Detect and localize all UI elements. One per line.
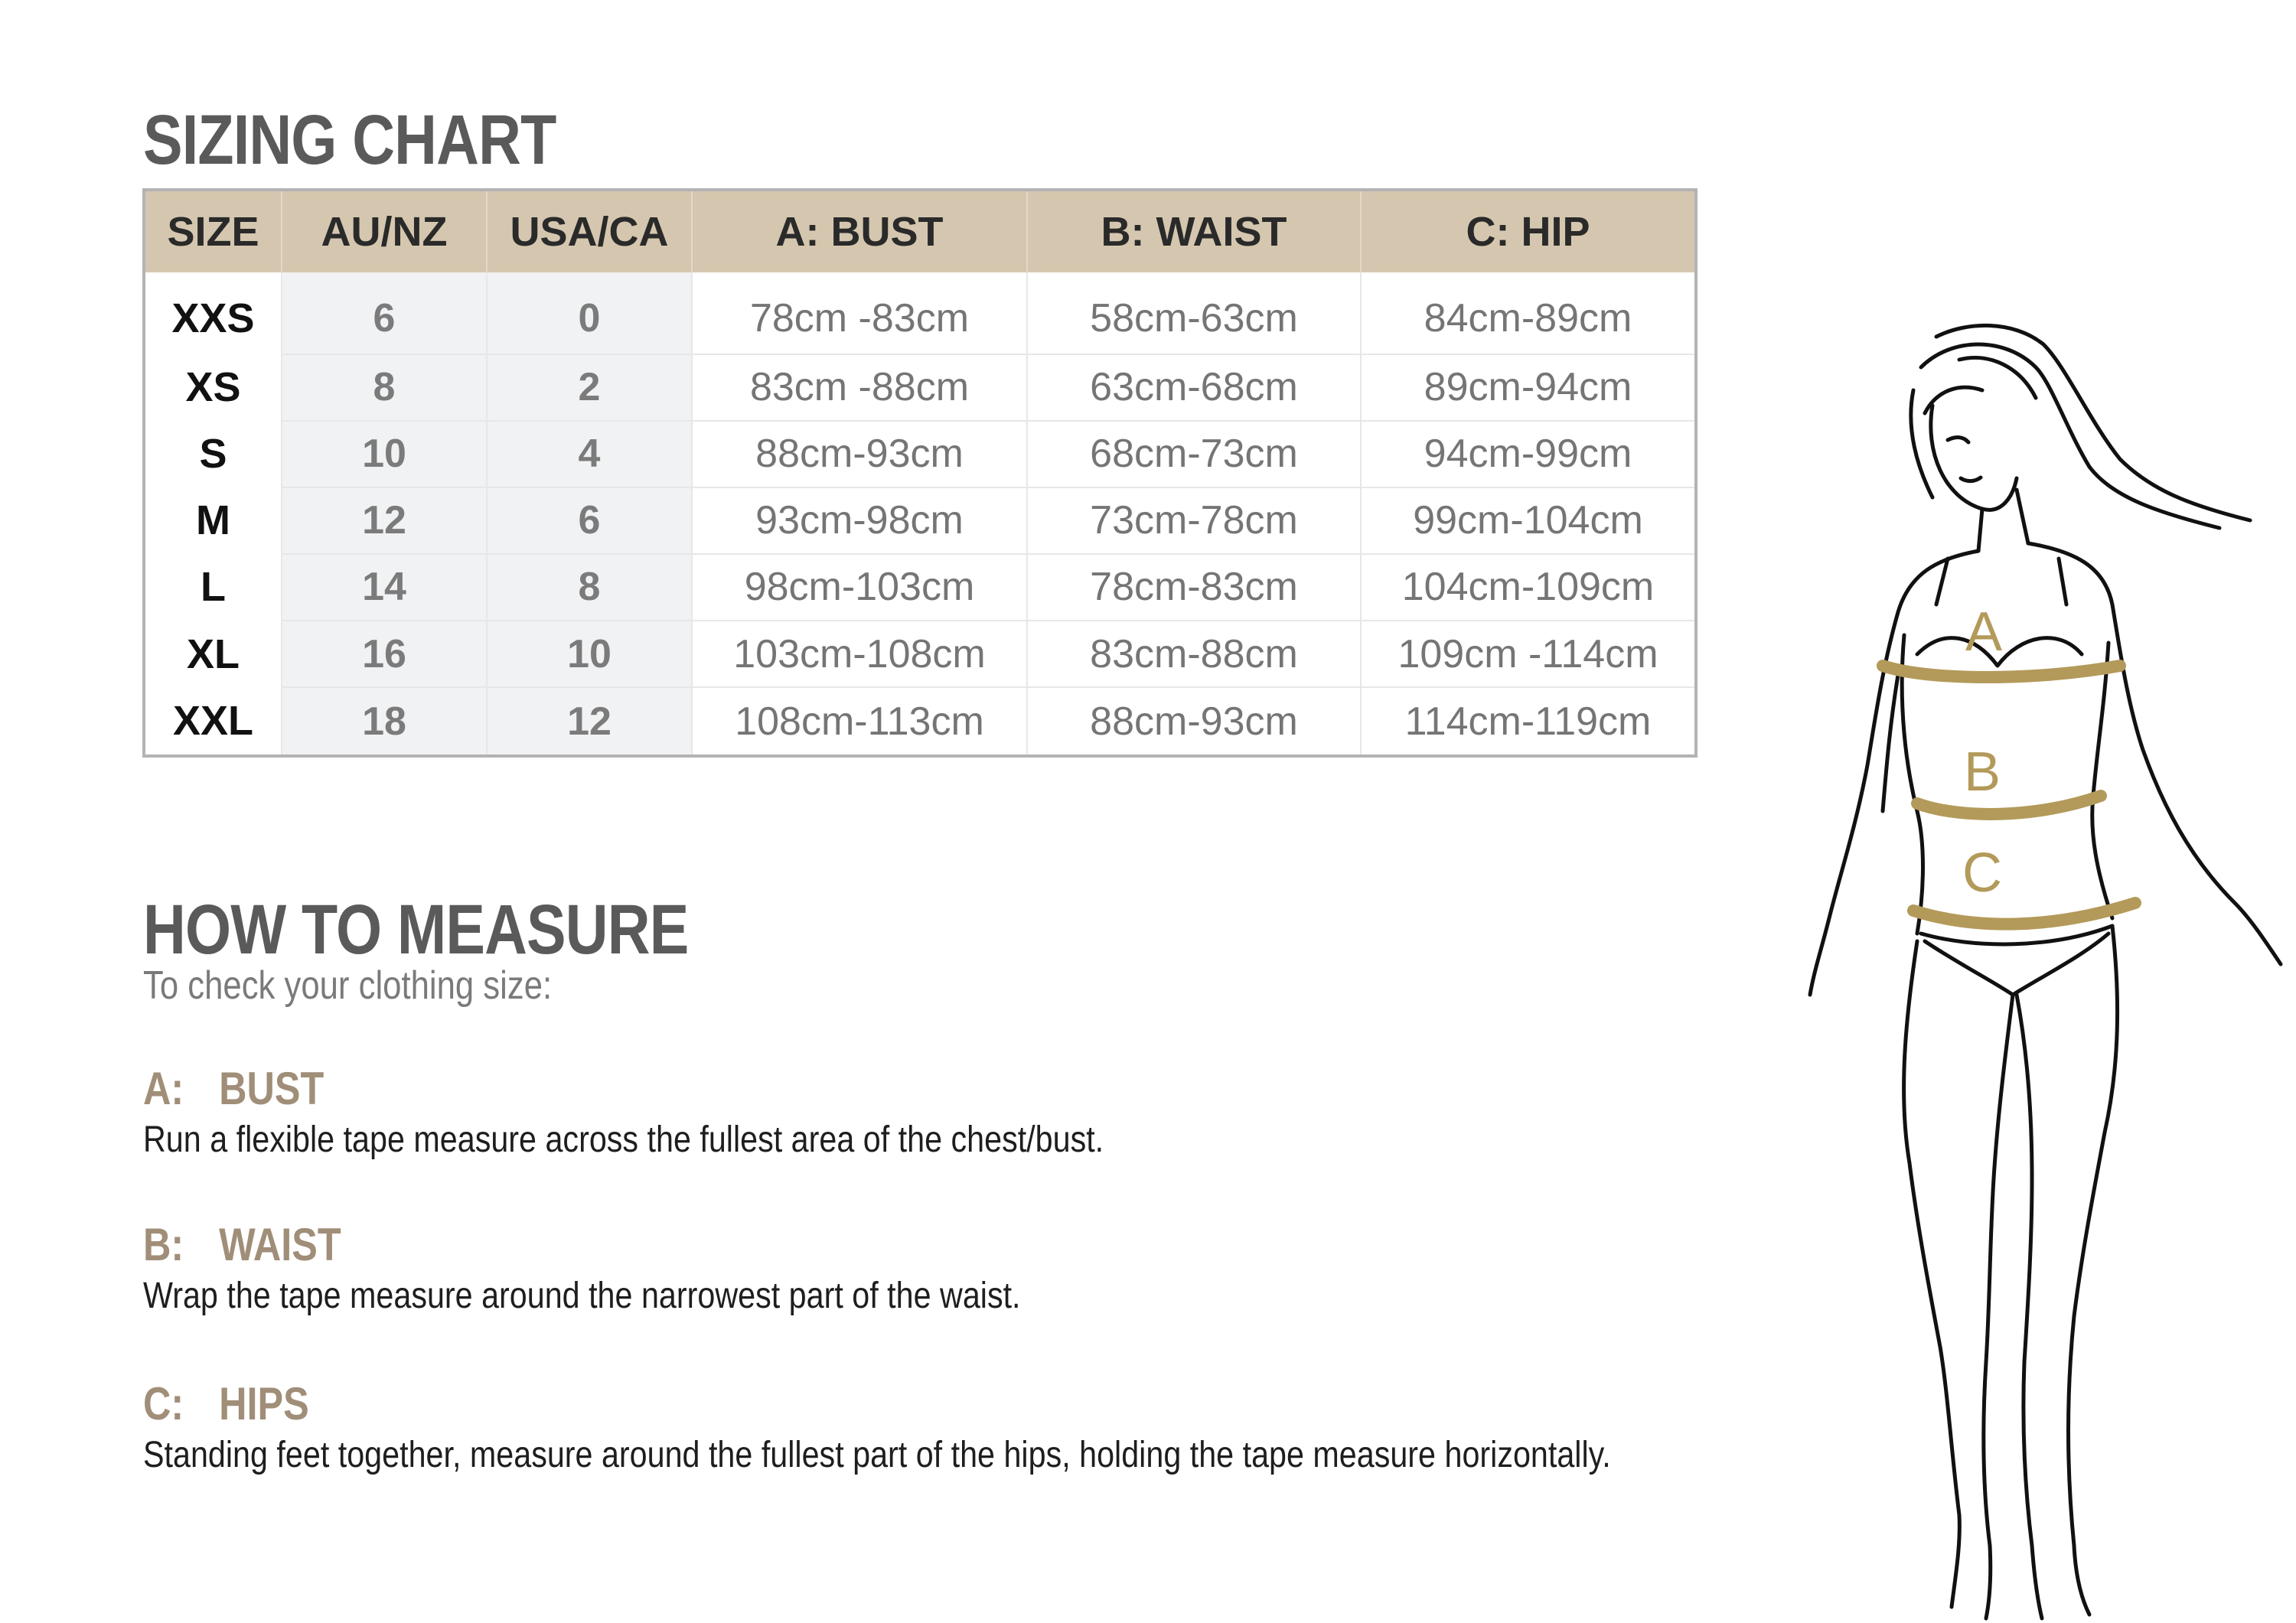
hips-heading [143, 1377, 309, 1430]
sizing-table [142, 188, 1698, 758]
marker-labels [1962, 601, 2002, 904]
table-row [144, 621, 1696, 687]
bust-cell: 83cm -88cm [692, 354, 1027, 421]
usa-ca-cell: 6 [487, 487, 692, 554]
tape-c [1913, 903, 2135, 924]
waist-cell: 73cm-78cm [1027, 487, 1361, 554]
usa-ca-cell: 0 [487, 272, 692, 354]
measure-subtitle: To check your clothing size: [143, 963, 553, 1008]
waist-heading [143, 1218, 341, 1271]
hip-cell: 114cm-119cm [1361, 687, 1696, 756]
tape-a [1883, 666, 2120, 677]
header-au-nz: AU/NZ [282, 190, 487, 272]
table-row [144, 272, 1696, 354]
hips-description: Standing feet together, measure around the fullest part of the hips, holding the tape measure horizontally. [143, 1435, 1611, 1475]
header-hip: C: HIP [1361, 190, 1696, 272]
au-nz-cell: 12 [282, 487, 487, 554]
header-bust: A: BUST [692, 190, 1027, 272]
bust-letter: A: [143, 1063, 184, 1114]
size-cell: XL [144, 621, 282, 687]
usa-ca-cell: 2 [487, 354, 692, 421]
table-header-row [144, 190, 1696, 272]
au-nz-cell: 10 [282, 421, 487, 487]
hip-cell: 99cm-104cm [1361, 487, 1696, 554]
waist-cell: 83cm-88cm [1027, 621, 1361, 687]
table-row [144, 421, 1696, 487]
table-row [144, 354, 1696, 421]
waist-label: WAIST [219, 1219, 341, 1270]
waist-description: Wrap the tape measure around the narrowest part of the waist. [143, 1276, 1021, 1316]
hip-cell: 89cm-94cm [1361, 354, 1696, 421]
how-to-measure-title: HOW TO MEASURE [143, 891, 689, 969]
hip-cell: 104cm-109cm [1361, 554, 1696, 621]
figure-outline [1810, 325, 2281, 1618]
marker-b: B [1963, 741, 2001, 803]
hips-letter: C: [143, 1378, 184, 1429]
size-cell: L [144, 554, 282, 621]
usa-ca-cell: 12 [487, 687, 692, 756]
au-nz-cell: 18 [282, 687, 487, 756]
bust-cell: 108cm-113cm [692, 687, 1027, 756]
au-nz-cell: 6 [282, 272, 487, 354]
header-usa-ca: USA/CA [487, 190, 692, 272]
au-nz-cell: 14 [282, 554, 487, 621]
bust-cell: 78cm -83cm [692, 272, 1027, 354]
marker-a: A [1965, 601, 2003, 663]
waist-letter: B: [143, 1219, 184, 1270]
bust-cell: 88cm-93cm [692, 421, 1027, 487]
usa-ca-cell: 8 [487, 554, 692, 621]
marker-c: C [1962, 842, 2002, 904]
bust-description: Run a flexible tape measure across the fullest area of the chest/bust. [143, 1119, 1104, 1160]
header-size: SIZE [144, 190, 282, 272]
hips-label: HIPS [219, 1378, 309, 1429]
waist-cell: 88cm-93cm [1027, 687, 1361, 756]
tape-b [1917, 796, 2101, 814]
hip-cell: 109cm -114cm [1361, 621, 1696, 687]
bust-cell: 103cm-108cm [692, 621, 1027, 687]
header-waist: B: WAIST [1027, 190, 1361, 272]
size-cell: S [144, 421, 282, 487]
au-nz-cell: 8 [282, 354, 487, 421]
waist-cell: 68cm-73cm [1027, 421, 1361, 487]
au-nz-cell: 16 [282, 621, 487, 687]
bust-heading [143, 1062, 324, 1115]
size-cell: XXL [144, 687, 282, 756]
waist-cell: 58cm-63cm [1027, 272, 1361, 354]
bust-label: BUST [219, 1063, 325, 1114]
waist-cell: 63cm-68cm [1027, 354, 1361, 421]
table-row [144, 687, 1696, 756]
size-cell: XS [144, 354, 282, 421]
woman-figure-illustration [1760, 306, 2296, 1623]
table-row [144, 554, 1696, 621]
table-row [144, 487, 1696, 554]
bust-cell: 93cm-98cm [692, 487, 1027, 554]
bust-cell: 98cm-103cm [692, 554, 1027, 621]
size-cell: XXS [144, 272, 282, 354]
sizing-chart-title: SIZING CHART [143, 101, 556, 179]
hip-cell: 84cm-89cm [1361, 272, 1696, 354]
hip-cell: 94cm-99cm [1361, 421, 1696, 487]
usa-ca-cell: 4 [487, 421, 692, 487]
usa-ca-cell: 10 [487, 621, 692, 687]
size-cell: M [144, 487, 282, 554]
waist-cell: 78cm-83cm [1027, 554, 1361, 621]
